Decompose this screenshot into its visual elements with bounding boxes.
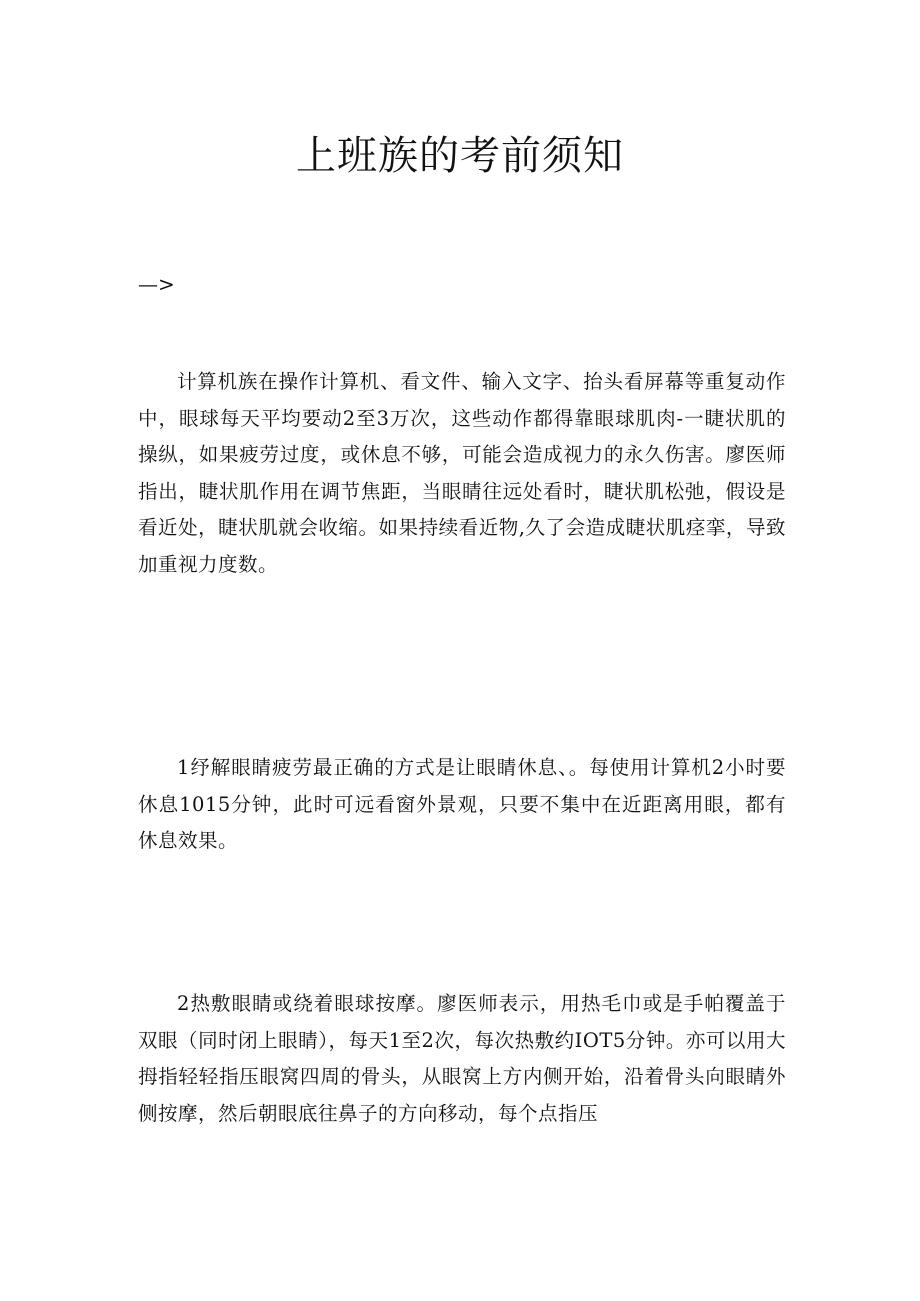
paragraph-tip-2: 2热敷眼睛或绕着眼球按摩。廖医师表示，用热毛巾或是手帕覆盖于双眼（同时闭上眼睛），每天1至2次，每次热敷约IOT5分钟。亦可以用大拇指轻轻指压眼窝四周的骨头，从眼窝上方内侧开始，沿着骨头向眼睛外侧按摩，然后朝眼底往鼻子的方向移动，每个点指压 [138, 992, 786, 1125]
paragraph-tip-1: 1纾解眼睛疲劳最正确的方式是让眼睛休息、。每使用计算机2小时要休息1015分钟，此时可远看窗外景观，只要不集中在近距离用眼，都有休息效果。 [138, 756, 786, 852]
section-marker: —> [138, 272, 175, 296]
paragraph-intro: 计算机族在操作计算机、看文件、输入文字、抬头看屏幕等重复动作中，眼球每天平均要动2至3万次，这些动作都得靠眼球肌肉-一睫状肌的操纵，如果疲劳过度，或休息不够，可能会造成视力的永久伤害。廖医师指出，睫状肌作用在调节焦距，当眼睛往远处看时，睫状肌松弛，假设是看近处，睫状肌就会收缩。如果持续看近物,久了会造成睫状肌痉挛，导致加重视力度数。 [138, 370, 786, 576]
document-title: 上班族的考前须知 [296, 133, 624, 179]
